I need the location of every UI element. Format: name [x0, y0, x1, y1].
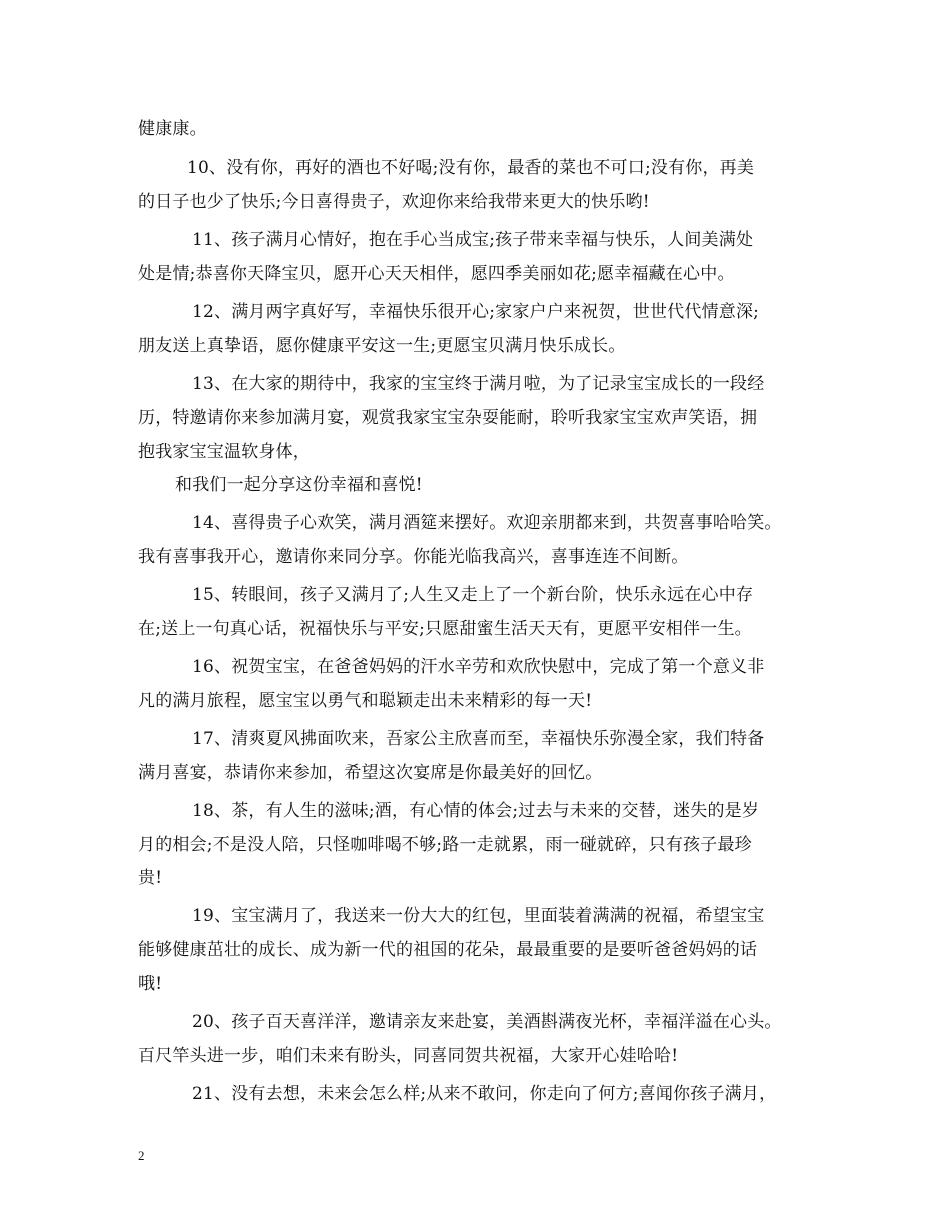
text-line: 21、没有去想，未来会怎么样;从来不敢问，你走向了何方;喜闻你孩子满月，: [192, 1084, 777, 1104]
text-line: 和我们一起分享这份幸福和喜悦!: [175, 475, 423, 495]
text-line: 百尺竿头进一步，咱们未来有盼头，同喜同贺共祝福，大家开心娃哈哈!: [138, 1046, 679, 1066]
text-line: 哦!: [138, 974, 163, 994]
text-line: 11、孩子满月心情好，抱在手心当成宝;孩子带来幸福与快乐，人间美满处: [192, 230, 754, 250]
text-line: 10、没有你，再好的酒也不好喝;没有你，最香的菜也不可口;没有你，再美: [187, 158, 755, 178]
text-line: 的日子也少了快乐;今日喜得贵子，欢迎你来给我带来更大的快乐哟!: [138, 192, 650, 212]
text-line: 我有喜事我开心，邀请你来同分享。你能光临我高兴，喜事连连不间断。: [138, 547, 689, 567]
text-line: 15、转眼间，孩子又满月了;人生又走上了一个新台阶，快乐永远在心中存: [192, 585, 754, 605]
text-line: 贵!: [138, 868, 163, 888]
text-line: 凡的满月旅程，愿宝宝以勇气和聪颖走出未来精彩的每一天!: [138, 691, 593, 711]
text-line: 在;送上一句真心话，祝福快乐与平安;只愿甜蜜生活天天有，更愿平安相伴一生。: [138, 619, 752, 639]
text-line: 18、茶，有人生的滋味;酒，有心情的体会;过去与未来的交替，迷失的是岁: [192, 801, 760, 821]
text-line: 历，特邀请你来参加满月宴，观赏我家宝宝杂耍能耐，聆听我家宝宝欢声笑语，拥: [138, 408, 758, 428]
text-line: 19、宝宝满月了，我送来一份大大的红包，里面装着满满的祝福，希望宝宝: [192, 906, 765, 926]
text-line: 能够健康茁壮的成长、成为新一代的祖国的花朵，最最重要的是要听爸爸妈妈的话: [138, 940, 758, 960]
text-line: 处是情;恭喜你天降宝贝，愿开心天天相伴，愿四季美丽如花;愿幸福藏在心中。: [138, 264, 735, 284]
page-number: 2: [138, 1148, 145, 1163]
text-line: 健康康。: [138, 119, 207, 139]
text-line: 月的相会;不是没人陪，只怪咖啡喝不够;路一走就累，雨一碰就碎，只有孩子最珍: [138, 835, 752, 855]
text-line: 17、清爽夏风拂面吹来，吾家公主欣喜而至，幸福快乐弥漫全家，我们特备: [192, 729, 765, 749]
text-line: 20、孩子百天喜洋洋，邀请亲友来赴宴，美酒斟满夜光杯，幸福洋溢在心头。: [192, 1012, 782, 1032]
text-line: 满月喜宴，恭请你来参加，希望这次宴席是你最美好的回忆。: [138, 763, 603, 783]
text-line: 抱我家宝宝温软身体，: [138, 442, 310, 462]
text-line: 16、祝贺宝宝，在爸爸妈妈的汗水辛劳和欢欣快慰中，完成了第一个意义非: [192, 657, 765, 677]
text-line: 朋友送上真挚语，愿你健康平安这一生;更愿宝贝满月快乐成长。: [138, 336, 626, 356]
text-line: 13、在大家的期待中，我家的宝宝终于满月啦，为了记录宝宝成长的一段经: [192, 374, 765, 394]
text-line: 14、喜得贵子心欢笑，满月酒筵来摆好。欢迎亲朋都来到，共贺喜事哈哈笑。: [192, 513, 782, 533]
text-line: 12、满月两字真好写，幸福快乐很开心;家家户户来祝贺，世世代代情意深;: [192, 302, 760, 322]
